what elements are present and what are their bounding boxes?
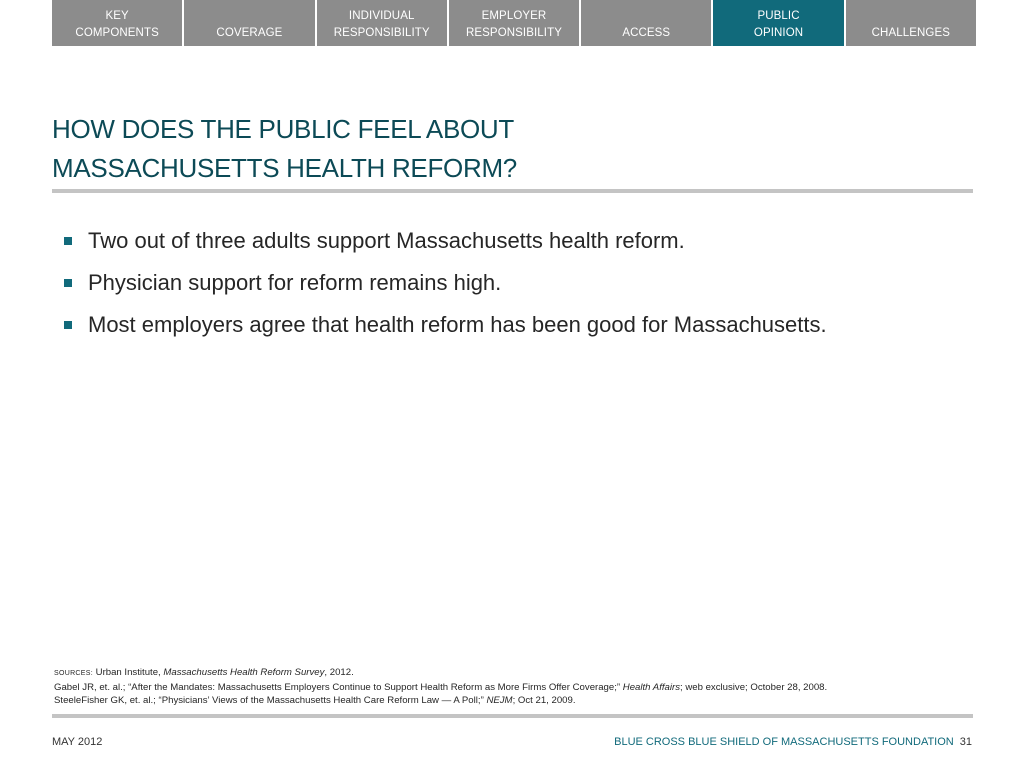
tab-challenges[interactable] [844, 0, 976, 46]
tab-label: INDIVIDUAL RESPONSIBILITY [333, 10, 430, 39]
title-line-1: HOW DOES THE PUBLIC FEEL ABOUT [52, 114, 514, 144]
footer-organization [614, 736, 972, 748]
source-text: SteeleFisher GK, et. al.; “Physicians’ Views of the Massachusetts Health Care Reform Law — A Poll;” [54, 695, 487, 706]
bullet-item [62, 268, 882, 297]
tab-label: ACCESS [622, 27, 671, 39]
tab-employer-responsibility[interactable] [447, 0, 579, 46]
title-divider [52, 189, 973, 193]
source-line-3 [54, 694, 974, 708]
source-text: Gabel JR, et. al.; “After the Mandates: Massachusetts Employers Continue to Support Health Reform as More Firms Offer Coverage;” [54, 681, 623, 693]
tab-access[interactable] [579, 0, 711, 46]
page-title [52, 110, 972, 188]
source-text: ; web exclusive; October 28, 2008. [680, 681, 828, 693]
square-bullet-icon [64, 321, 72, 329]
source-title: NEJM [486, 695, 513, 706]
tab-key-components[interactable] [52, 0, 182, 46]
tab-label: EMPLOYER RESPONSIBILITY [465, 10, 562, 39]
source-text: ; Oct 21, 2009. [512, 695, 576, 706]
square-bullet-icon [64, 237, 72, 245]
tab-label: KEY COMPONENTS [75, 10, 159, 39]
square-bullet-icon [64, 279, 72, 287]
organization-name: BLUE CROSS BLUE SHIELD OF MASSACHUSETTS FOUNDATION [614, 736, 954, 748]
section-nav [52, 0, 976, 46]
source-text: Urban Institute, [95, 667, 164, 678]
tab-individual-responsibility[interactable] [315, 0, 447, 46]
source-text: , 2012. [324, 667, 354, 678]
source-line-2 [54, 681, 974, 695]
footer-date: MAY 2012 [52, 736, 103, 748]
footer-divider [52, 714, 973, 718]
title-line-2: MASSACHUSETTS HEALTH REFORM? [52, 153, 517, 183]
source-title: Massachusetts Health Reform Survey [163, 667, 325, 678]
source-line-1 [54, 666, 974, 681]
tab-label: COVERAGE [216, 27, 283, 39]
bullet-list [62, 226, 882, 352]
tab-label: PUBLIC OPINION [753, 10, 804, 39]
source-title: Health Affairs [622, 681, 680, 693]
sources-block [54, 666, 974, 708]
bullet-text: Most employers agree that health reform has been good for Massachusetts. [88, 312, 827, 337]
tab-coverage[interactable] [182, 0, 314, 46]
page-number: 31 [959, 736, 972, 748]
sources-label: SOURCES: [54, 670, 93, 677]
bullet-item [62, 310, 882, 339]
bullet-item [62, 226, 882, 255]
bullet-text: Two out of three adults support Massachusetts health reform. [88, 228, 685, 253]
bullet-text: Physician support for reform remains high. [88, 270, 502, 295]
tab-label: CHALLENGES [871, 27, 950, 39]
tab-public-opinion[interactable] [711, 0, 843, 46]
